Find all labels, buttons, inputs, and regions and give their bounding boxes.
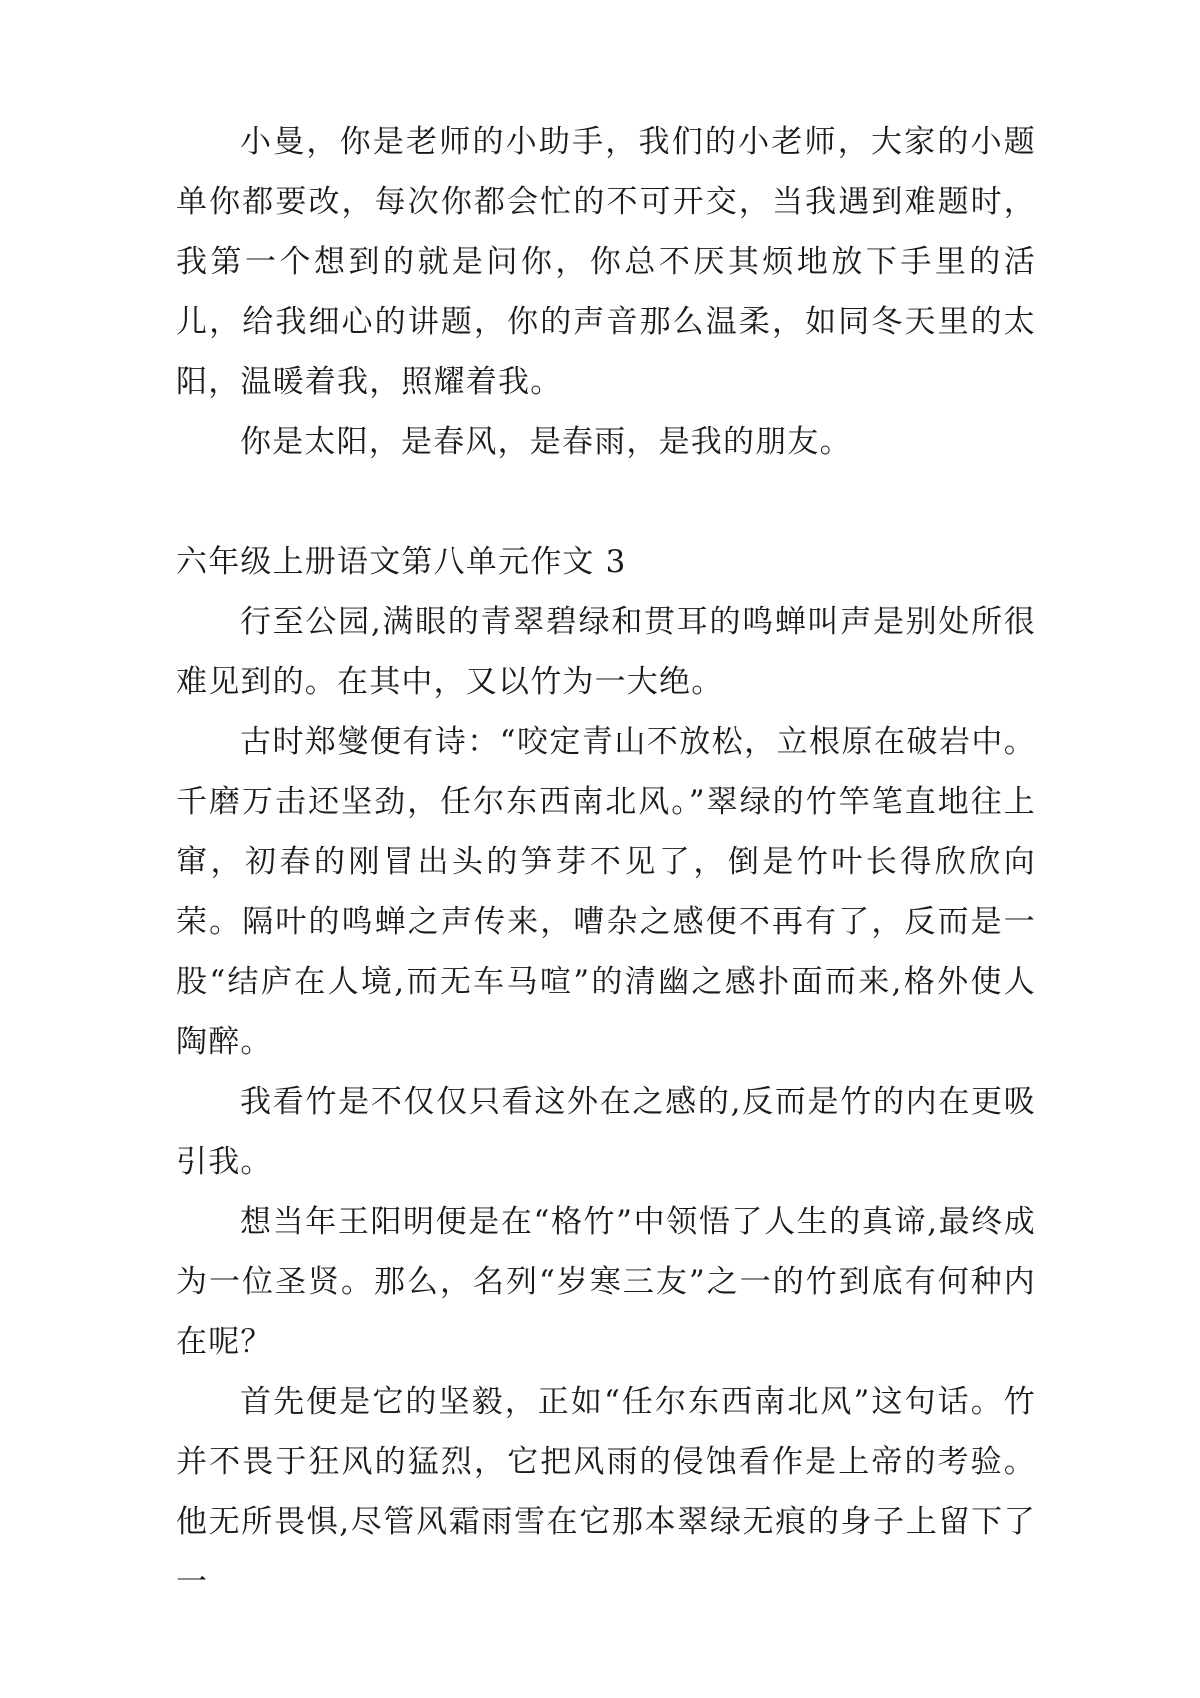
- paragraph-friend: 你是太阳，是春风，是春雨，是我的朋友。: [240, 424, 852, 460]
- section-title: 六年级上册语文第八单元作文 3: [176, 544, 627, 580]
- blank-line: [176, 472, 1036, 532]
- paragraph-wang-yangming: 想当年王阳明便是在“格竹”中领悟了人生的真谛,最终成为一位圣贤。那么，名列“岁寒三友”之一的竹到底有何种内在呢？: [176, 1204, 1036, 1360]
- paragraph-park: 行至公园,满眼的青翠碧绿和贯耳的鸣蝉叫声是别处所很难见到的。在其中，又以竹为一大绝。: [176, 604, 1036, 700]
- paragraph-xiaoman: 小曼，你是老师的小助手，我们的小老师，大家的小题单你都要改，每次你都会忙的不可开交，当我遇到难题时，我第一个想到的就是问你，你总不厌其烦地放下手里的活儿，给我细心的讲题，你的声音那么温柔，如同冬天里的太阳，温暖着我，照耀着我。: [176, 124, 1036, 400]
- paragraph-inner: 我看竹是不仅仅只看这外在之感的,反而是竹的内在更吸引我。: [176, 1084, 1036, 1180]
- document-body: [176, 112, 1036, 1612]
- paragraph-perseverance: 首先便是它的坚毅，正如“任尔东西南北风”这句话。竹并不畏于狂风的猛烈，它把风雨的侵蚀看作是上帝的考验。他无所畏惧,尽管风霜雨雪在它那本翠绿无痕的身子上留下了一: [176, 1384, 1036, 1600]
- paragraph-poem: 古时郑燮便有诗：“咬定青山不放松，立根原在破岩中。千磨万击还坚劲，任尔东西南北风。”翠绿的竹竿笔直地往上窜，初春的刚冒出头的笋芽不见了，倒是竹叶长得欣欣向荣。隔叶的鸣蝉之声传来，嘈杂之感便不再有了，反而是一股“结庐在人境,而无车马喧”的清幽之感扑面而来,格外使人陶醉。: [176, 724, 1036, 1060]
